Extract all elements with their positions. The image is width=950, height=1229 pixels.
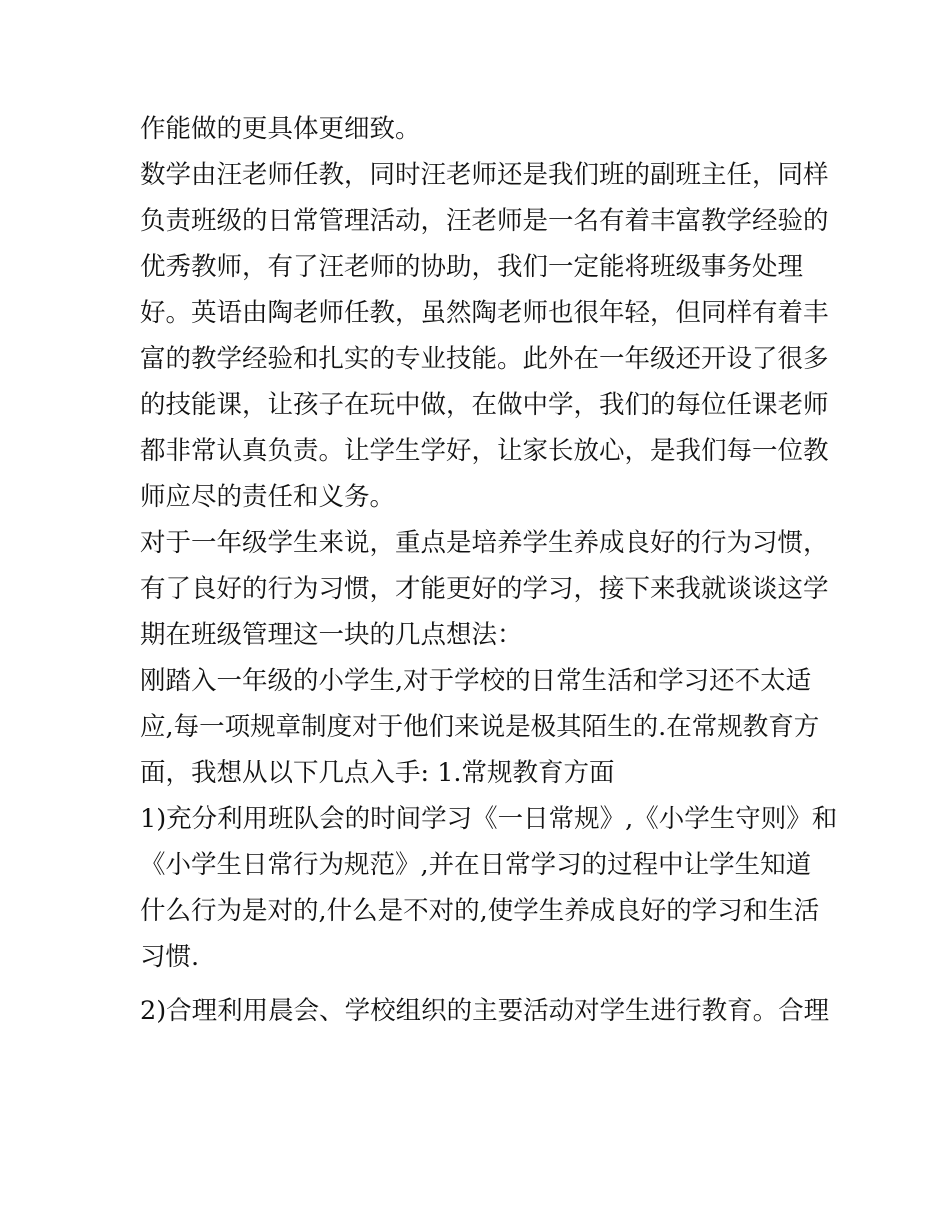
text-line: 都非常认真负责。让学生学好，让家长放心，是我们每一位教: [140, 436, 829, 466]
text-line: 刚踏入一年级的小学生,对于学校的日常生活和学习还不太适: [140, 666, 812, 696]
text-line: 应,每一项规章制度对于他们来说是极其陌生的.在常规教育方: [140, 712, 820, 742]
text-line: 什么行为是对的,什么是不对的,使学生养成良好的学习和生活: [140, 896, 820, 926]
text-line: 作能做的更具体更细致。: [140, 114, 421, 144]
text-line: 数学由汪老师任教，同时汪老师还是我们班的副班主任，同样: [140, 160, 829, 190]
text-line: 期在班级管理这一块的几点想法：: [140, 620, 523, 650]
text-line: 《小学生日常行为规范》,并在日常学习的过程中让学生知道: [140, 850, 812, 880]
text-line: 2)合理利用晨会、学校组织的主要活动对学生进行教育。合理: [140, 996, 830, 1026]
text-line: 面，我想从以下几点入手: 1.常规教育方面: [140, 758, 615, 788]
text-line: 好。英语由陶老师任教，虽然陶老师也很年轻，但同样有着丰: [140, 298, 829, 328]
text-line: 1)充分利用班队会的时间学习《一日常规》,《小学生守则》和: [140, 804, 838, 834]
text-line: 习惯.: [140, 942, 200, 972]
text-line: 负责班级的日常管理活动，汪老师是一名有着丰富教学经验的: [140, 206, 829, 236]
text-line: 对于一年级学生来说，重点是培养学生养成良好的行为习惯，: [140, 528, 829, 558]
document-body: [140, 106, 838, 1034]
text-line: 师应尽的责任和义务。: [140, 482, 396, 512]
text-line: 的技能课，让孩子在玩中做，在做中学，我们的每位任课老师: [140, 390, 829, 420]
text-line: 优秀教师，有了汪老师的协助，我们一定能将班级事务处理: [140, 252, 804, 282]
text-line: 有了良好的行为习惯，才能更好的学习，接下来我就谈谈这学: [140, 574, 829, 604]
text-line: 富的教学经验和扎实的专业技能。此外在一年级还开设了很多: [140, 344, 829, 374]
